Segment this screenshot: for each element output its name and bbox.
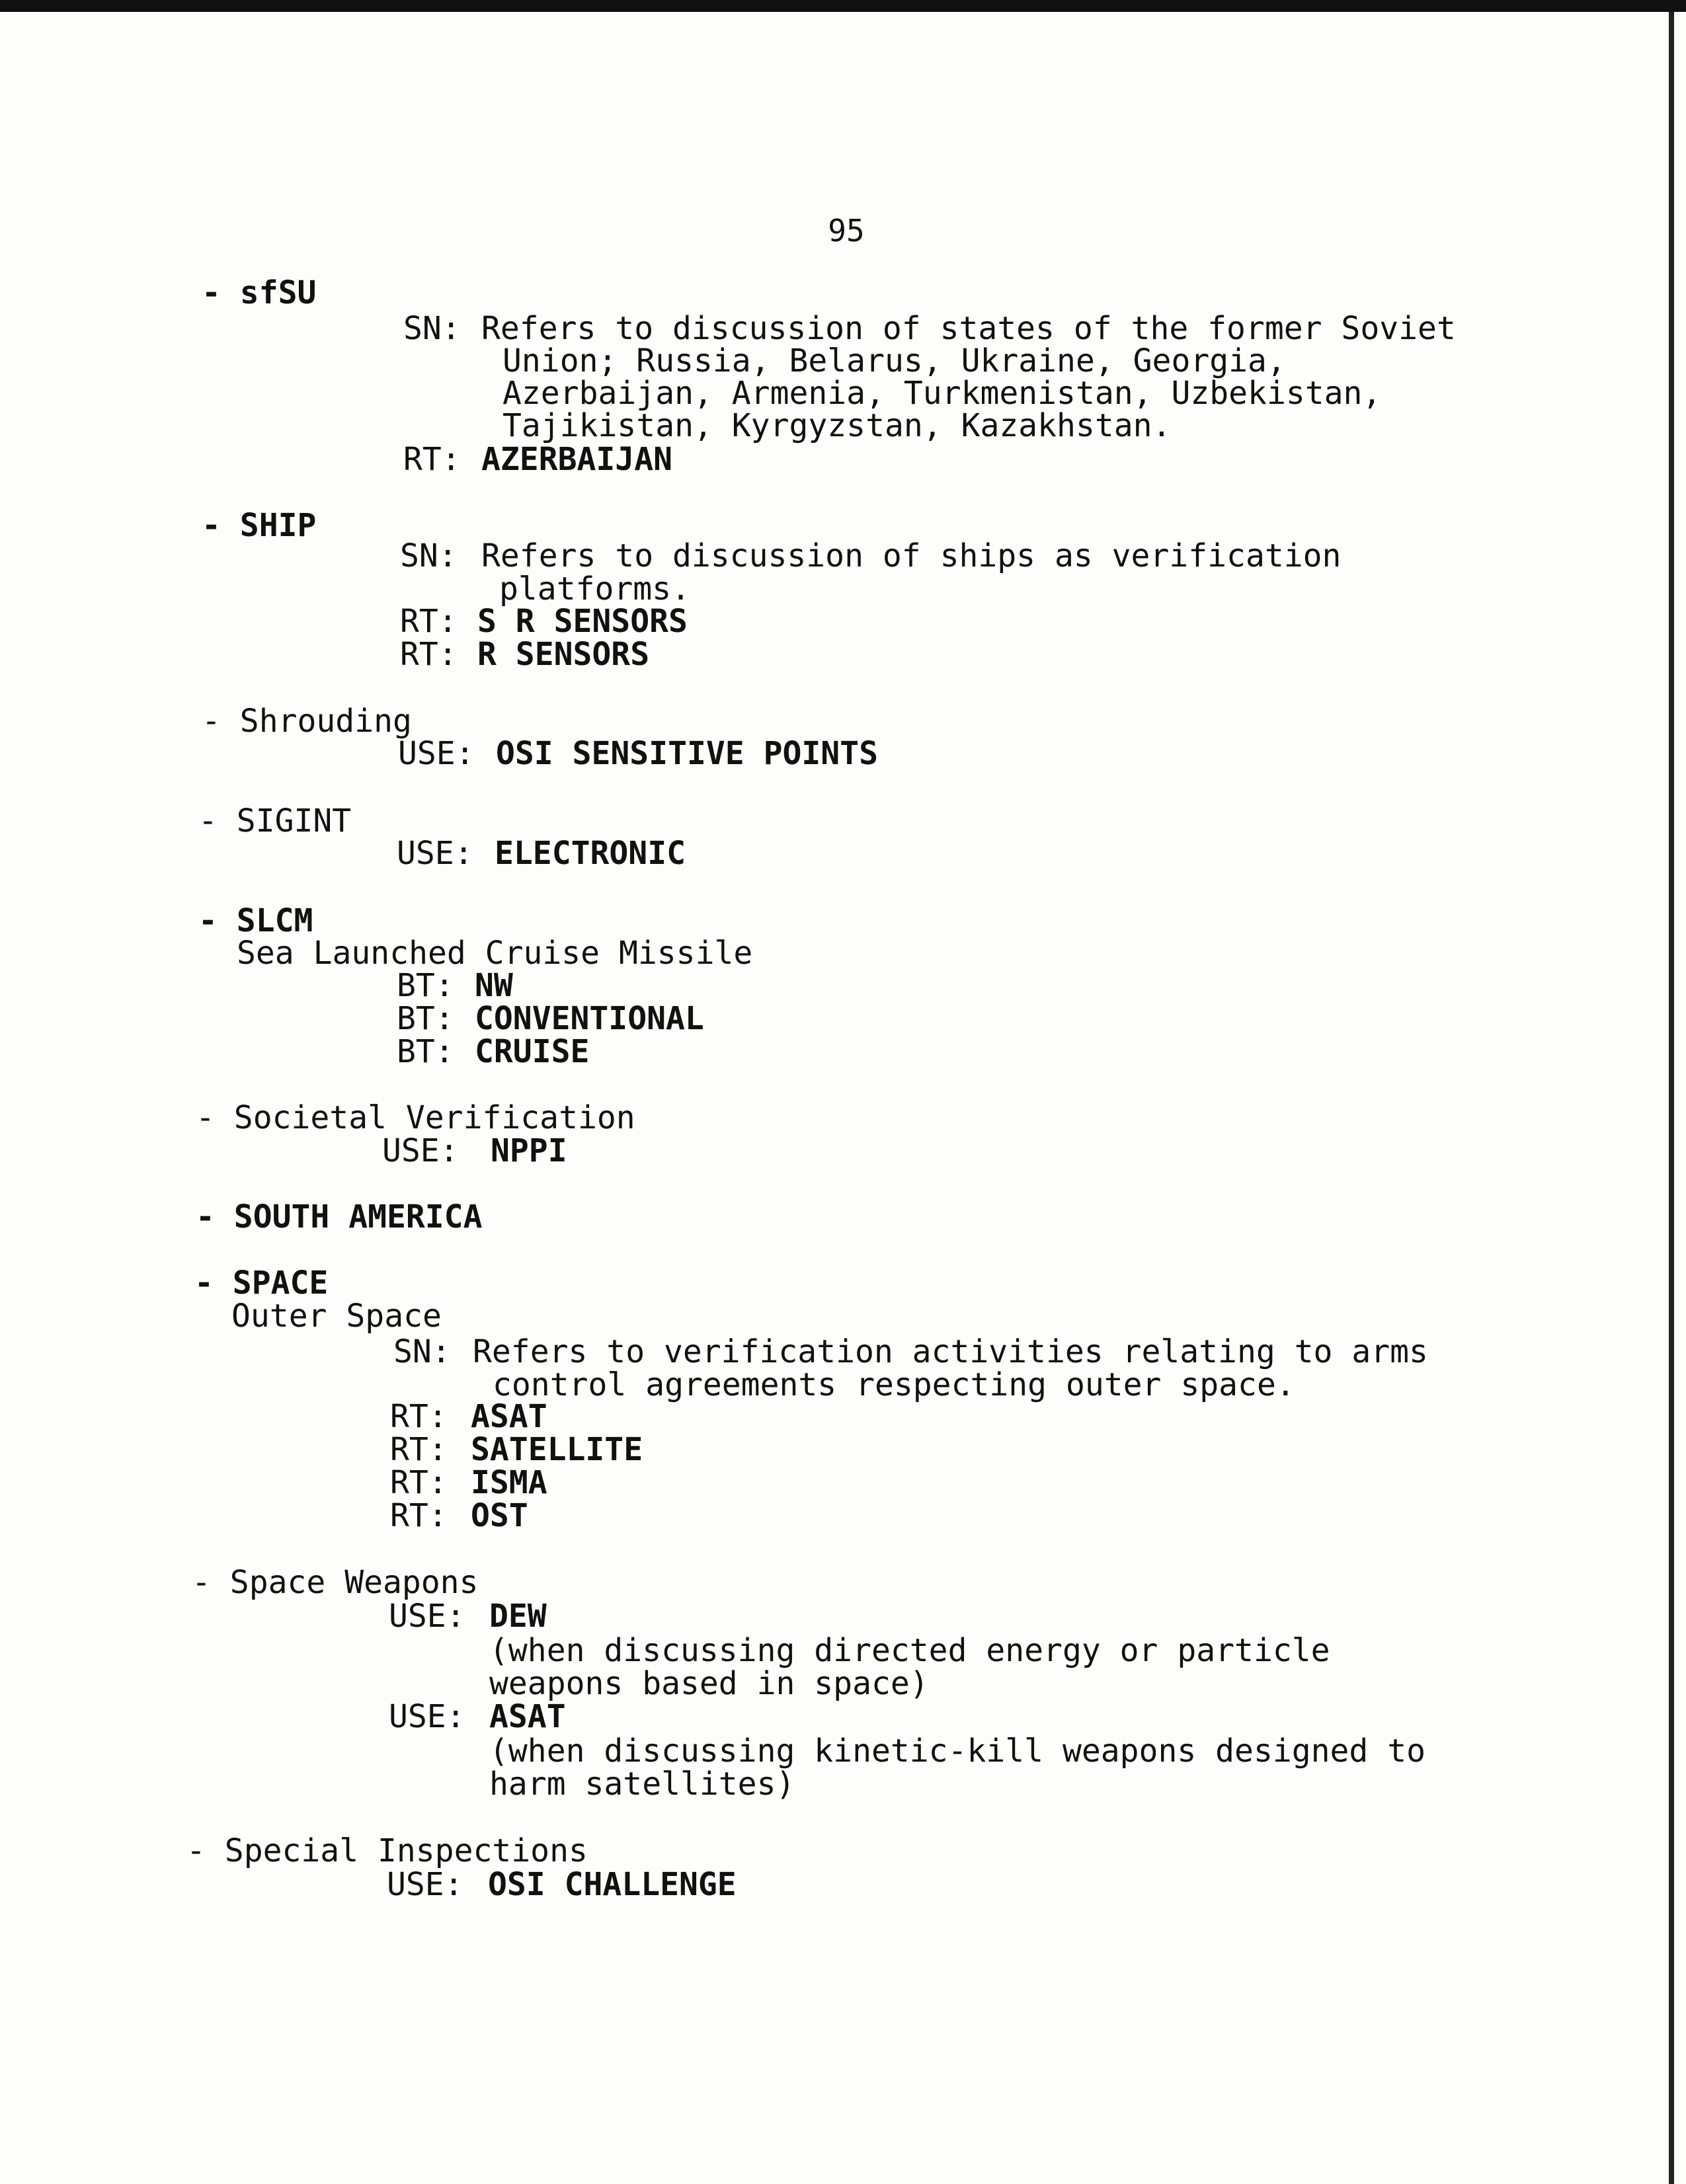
scope-note-line: Refers to discussion of states of the former Soviet bbox=[481, 310, 1456, 347]
use-term: OSI SENSITIVE POINTS bbox=[496, 735, 878, 772]
related-term: R SENSORS bbox=[477, 636, 650, 673]
use-label: USE: bbox=[382, 1132, 459, 1169]
entry-subtitle: Outer Space bbox=[231, 1298, 442, 1335]
related-term: AZERBAIJAN bbox=[481, 441, 672, 478]
use-note-line: (when discussing directed energy or particle bbox=[489, 1632, 1330, 1669]
scope-note-line: Azerbaijan, Armenia, Turkmenistan, Uzbekistan, bbox=[502, 375, 1382, 412]
bt-label: BT: bbox=[397, 1000, 454, 1037]
entry-term: - SLCM bbox=[198, 902, 313, 939]
use-term: OSI CHALLENGE bbox=[488, 1866, 737, 1903]
entry-term: - SPACE bbox=[194, 1265, 329, 1302]
entry-term: - sfSU bbox=[202, 274, 317, 311]
entry-term: - Special Inspections bbox=[186, 1832, 588, 1869]
use-label: USE: bbox=[398, 735, 475, 772]
rt-label: RT: bbox=[390, 1464, 448, 1501]
bt-label: BT: bbox=[397, 967, 454, 1004]
scope-note-line: Refers to discussion of ships as verification bbox=[481, 537, 1342, 574]
scan-top-edge bbox=[0, 0, 1686, 12]
entry-term: - SHIP bbox=[202, 507, 317, 544]
sn-label: SN: bbox=[393, 1333, 451, 1370]
use-term: DEW bbox=[489, 1598, 547, 1635]
related-term: OST bbox=[471, 1497, 528, 1534]
use-label: USE: bbox=[389, 1598, 465, 1635]
scope-note-line: platforms. bbox=[499, 570, 690, 607]
entry-term: - SIGINT bbox=[198, 802, 352, 839]
use-note-line: harm satellites) bbox=[489, 1766, 795, 1803]
related-term: ISMA bbox=[471, 1464, 547, 1501]
sn-label: SN: bbox=[403, 310, 461, 347]
rt-label: RT: bbox=[390, 1431, 448, 1468]
broader-term: CONVENTIONAL bbox=[475, 1000, 704, 1037]
use-term: ELECTRONIC bbox=[495, 835, 686, 872]
use-term: ASAT bbox=[489, 1698, 566, 1735]
broader-term: CRUISE bbox=[475, 1033, 590, 1070]
entry-subtitle: Sea Launched Cruise Missile bbox=[237, 935, 753, 972]
rt-label: RT: bbox=[400, 603, 458, 640]
scope-note-line: Refers to verification activities relating to arms bbox=[473, 1333, 1428, 1370]
scope-note-line: Tajikistan, Kyrgyzstan, Kazakhstan. bbox=[502, 407, 1172, 444]
entry-term: - SOUTH AMERICA bbox=[196, 1198, 483, 1235]
use-note-line: (when discussing kinetic-kill weapons designed to bbox=[489, 1733, 1426, 1770]
page-number: 95 bbox=[828, 213, 865, 249]
broader-term: NW bbox=[475, 967, 513, 1004]
entry-term: - Shrouding bbox=[202, 703, 412, 740]
scope-note-line: control agreements respecting outer space. bbox=[493, 1366, 1295, 1403]
rt-label: RT: bbox=[400, 636, 458, 673]
use-label: USE: bbox=[387, 1866, 463, 1903]
rt-label: RT: bbox=[390, 1398, 448, 1435]
related-term: SATELLITE bbox=[471, 1431, 643, 1468]
use-note-line: weapons based in space) bbox=[489, 1665, 929, 1702]
use-term: NPPI bbox=[491, 1132, 567, 1169]
related-term: S R SENSORS bbox=[477, 603, 688, 640]
use-label: USE: bbox=[389, 1698, 465, 1735]
scan-right-edge bbox=[1669, 12, 1674, 2184]
entry-term: - Space Weapons bbox=[192, 1564, 479, 1601]
related-term: ASAT bbox=[471, 1398, 547, 1435]
rt-label: RT: bbox=[403, 441, 461, 478]
bt-label: BT: bbox=[397, 1033, 454, 1070]
rt-label: RT: bbox=[390, 1497, 448, 1534]
scope-note-line: Union; Russia, Belarus, Ukraine, Georgia, bbox=[502, 342, 1286, 379]
use-label: USE: bbox=[397, 835, 473, 872]
sn-label: SN: bbox=[400, 537, 458, 574]
entry-term: - Societal Verification bbox=[196, 1099, 635, 1136]
